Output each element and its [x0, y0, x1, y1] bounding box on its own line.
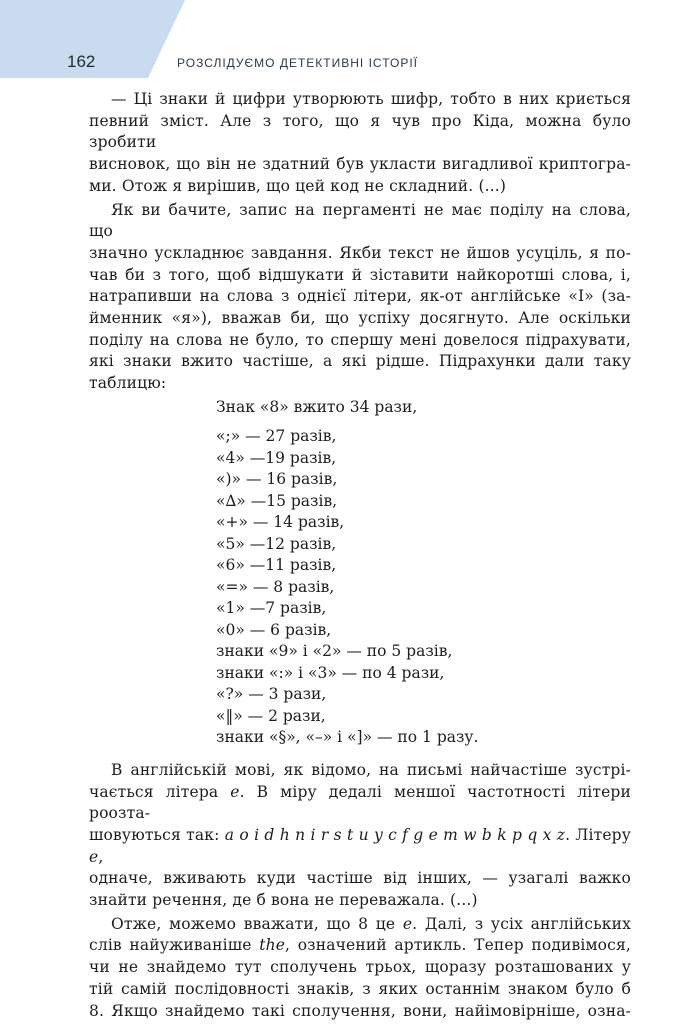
frequency-table-head: Знак «8» вжито 34 рази, — [216, 397, 418, 416]
text-line: одначе, вживають куди частіше від інших, — узагалі важко — [89, 869, 631, 888]
text-line: чи не знайдемо тут сполучень трьох, щоразу розташованих у — [89, 958, 631, 977]
frequency-row: «‖» — 2 рази, — [216, 706, 326, 725]
frequency-row: знаки «§», «–» і «]» — по 1 разу. — [216, 728, 479, 747]
text-line: таблицю: — [89, 374, 167, 393]
frequency-row: знаки «:» і «3» — по 4 рази, — [216, 663, 445, 682]
frequency-row: знаки «9» і «2» — по 5 разів, — [216, 642, 453, 661]
paragraph-1 — [89, 89, 631, 198]
text-line: ми. Отож я вирішив, що цей код не складний. (...) — [89, 176, 507, 195]
frequency-row: «;» — 27 разів, — [216, 427, 337, 446]
frequency-row: «1» —7 разів, — [216, 599, 327, 618]
text-line: йменник «я»), вважав би, що успіху досягнуто. Але оскільки — [89, 309, 631, 328]
letter-frequency-sequence: a o i d h n i r s t u y c f g e m w b k p q x z — [224, 825, 566, 844]
frequency-row: «0» — 6 разів, — [216, 620, 332, 639]
text-line: чається літера e. В міру дедалі меншої частотності літери роозта- — [89, 782, 631, 823]
text-line: Отже, можемо вважати, що 8 це e. Далі, з усіх англійських — [111, 914, 631, 933]
page-body — [89, 89, 631, 1024]
frequency-row: «+» — 14 разів, — [216, 513, 345, 532]
frequency-row: «4» —19 разів, — [216, 448, 337, 467]
text-line: поділу на слова не було, то спершу мені довелося підрахувати, — [89, 330, 631, 349]
running-title: РОЗСЛІДУЄМО ДЕТЕКТИВНІ ІСТОРІЇ — [177, 56, 418, 70]
paragraph-2 — [89, 200, 631, 395]
frequency-row: «∆» —15 разів, — [216, 491, 338, 510]
page-number: 162 — [67, 52, 96, 71]
frequency-row: «?» — 3 рази, — [216, 685, 327, 704]
text-line: чав би з того, щоб відшукати й зіставити найкоротші слова, і, — [89, 265, 631, 284]
frequency-row: «=» — 8 разів, — [216, 577, 335, 596]
frequency-row: «5» —12 разів, — [216, 534, 337, 553]
text-line: певний зміст. Але з того, що я чув про Кіда, можна було зробити — [89, 111, 631, 152]
frequency-row: «)» — 16 разів, — [216, 470, 338, 489]
text-line: — Ці знаки й цифри утворюють шифр, тобто в них криється — [111, 90, 631, 108]
header-band — [0, 0, 200, 78]
paragraph-3 — [89, 760, 631, 912]
text-line: слів найуживаніше the, означений артикль. Тепер подивімося, — [89, 936, 632, 955]
frequency-table — [216, 397, 631, 749]
text-line: знайти речення, де б вона не переважала. (...) — [89, 891, 478, 910]
text-line: тій самій послідовності знаків, з яких останнім знаком було б — [89, 979, 631, 998]
frequency-row: «6» —11 разів, — [216, 556, 337, 575]
text-line: значно ускладнює завдання. Якби текст не йшов усуціль, я по- — [89, 243, 631, 262]
paragraph-4 — [89, 914, 631, 1023]
text-line: Як ви бачите, запис на пергаменті не має поділу на слова, що — [89, 200, 631, 241]
text-line: шовуються так: a o i d h n i r s t u y c f g e m w b k p q x z. Літеру e, — [89, 825, 631, 866]
text-line: які знаки вжито частіше, а які рідше. Підрахунки дали таку — [89, 352, 631, 371]
text-line: висновок, що він не здатний був укласти вигадливої криптогра- — [89, 155, 631, 174]
text-line: натрапивши на слова з однієї літери, як-от англійське «I» (за- — [89, 287, 631, 306]
text-line: В англійській мові, як відомо, на письмі найчастіше зустрі- — [111, 760, 631, 779]
text-line: 8. Якщо знайдемо такі сполучення, вони, найімовірніше, озна- — [89, 1001, 631, 1020]
